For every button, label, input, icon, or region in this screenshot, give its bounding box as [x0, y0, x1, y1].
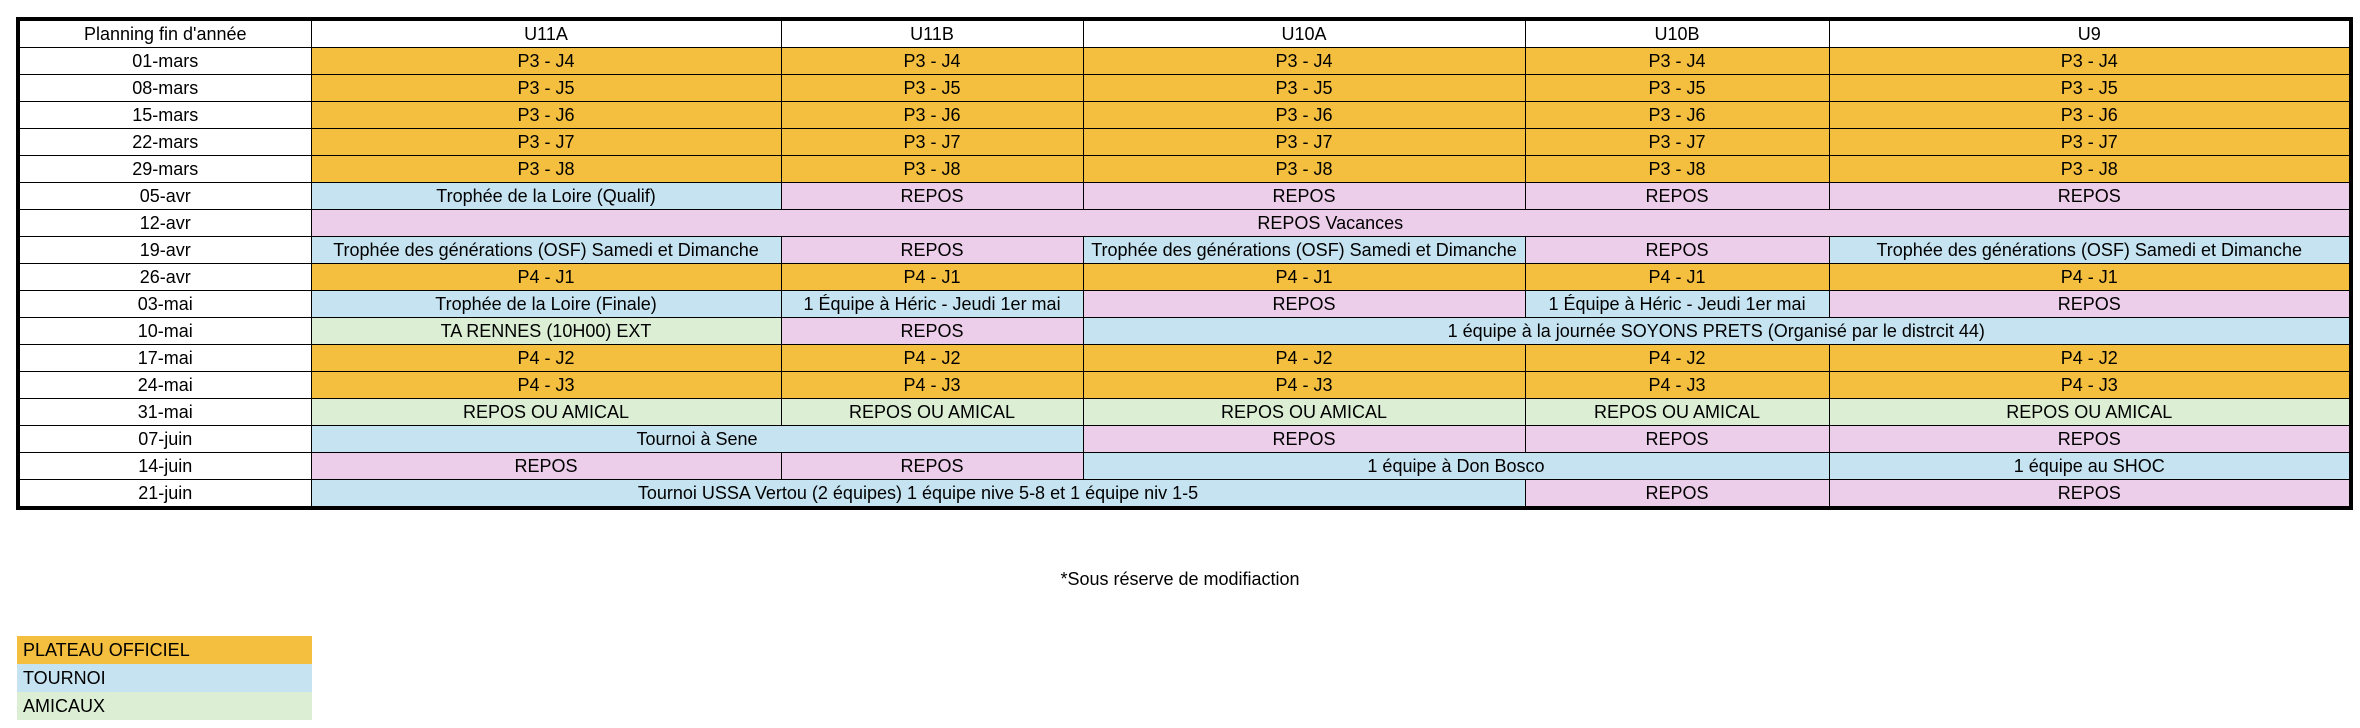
- schedule-cell: P4 - J2: [1083, 345, 1525, 372]
- schedule-cell: REPOS: [1829, 183, 2351, 210]
- table-row: [18, 345, 2351, 372]
- schedule-cell: REPOS: [311, 453, 781, 480]
- table-row: [18, 480, 2351, 509]
- schedule-cell: P3 - J6: [1829, 102, 2351, 129]
- schedule-cell: REPOS: [1525, 237, 1829, 264]
- schedule-cell: REPOS: [1525, 426, 1829, 453]
- schedule-cell: 1 équipe à la journée SOYONS PRETS (Organisé par le distrcit 44): [1083, 318, 2351, 345]
- date-cell: 24-mai: [18, 372, 311, 399]
- schedule-cell: REPOS: [781, 318, 1083, 345]
- schedule-cell: REPOS Vacances: [311, 210, 2351, 237]
- date-cell: 12-avr: [18, 210, 311, 237]
- table-row: [18, 75, 2351, 102]
- table-row: [18, 48, 2351, 75]
- schedule-cell: Trophée des générations (OSF) Samedi et Dimanche: [1083, 237, 1525, 264]
- table-row: [18, 291, 2351, 318]
- schedule-cell: 1 Équipe à Héric - Jeudi 1er mai: [1525, 291, 1829, 318]
- schedule-cell: Trophée des générations (OSF) Samedi et Dimanche: [311, 237, 781, 264]
- schedule-cell: P3 - J7: [1083, 129, 1525, 156]
- date-cell: 17-mai: [18, 345, 311, 372]
- schedule-cell: Trophée de la Loire (Qualif): [311, 183, 781, 210]
- date-cell: 05-avr: [18, 183, 311, 210]
- schedule-cell: P3 - J8: [311, 156, 781, 183]
- schedule-cell: P3 - J6: [1083, 102, 1525, 129]
- schedule-cell: REPOS: [781, 183, 1083, 210]
- schedule-cell: P3 - J7: [1525, 129, 1829, 156]
- table-row: [18, 156, 2351, 183]
- schedule-cell: REPOS OU AMICAL: [1829, 399, 2351, 426]
- schedule-cell: REPOS: [1829, 291, 2351, 318]
- schedule-cell: P4 - J1: [1525, 264, 1829, 291]
- schedule-cell: P3 - J7: [1829, 129, 2351, 156]
- schedule-cell: Trophée de la Loire (Finale): [311, 291, 781, 318]
- schedule-cell: P4 - J3: [311, 372, 781, 399]
- color-legend: [17, 636, 312, 720]
- date-cell: 26-avr: [18, 264, 311, 291]
- table-row: [18, 399, 2351, 426]
- schedule-cell: 1 équipe au SHOC: [1829, 453, 2351, 480]
- disclaimer-note: *Sous réserve de modifiaction: [1060, 569, 1300, 589]
- date-cell: 15-mars: [18, 102, 311, 129]
- table-row: [18, 129, 2351, 156]
- schedule-cell: Tournoi USSA Vertou (2 équipes) 1 équipe nive 5-8 et 1 équipe niv 1-5: [311, 480, 1525, 509]
- schedule-cell: REPOS: [1083, 291, 1525, 318]
- table-row: [18, 372, 2351, 399]
- date-cell: 03-mai: [18, 291, 311, 318]
- header-cell-u10b: U10B: [1525, 19, 1829, 48]
- schedule-cell: P3 - J6: [781, 102, 1083, 129]
- date-cell: 07-juin: [18, 426, 311, 453]
- schedule-cell: REPOS: [781, 237, 1083, 264]
- date-cell: 01-mars: [18, 48, 311, 75]
- schedule-cell: REPOS: [781, 453, 1083, 480]
- schedule-cell: P3 - J5: [781, 75, 1083, 102]
- schedule-cell: REPOS: [1083, 183, 1525, 210]
- schedule-cell: P3 - J8: [1083, 156, 1525, 183]
- schedule-cell: 1 équipe à Don Bosco: [1083, 453, 1829, 480]
- schedule-cell: P3 - J8: [781, 156, 1083, 183]
- schedule-cell: P3 - J7: [781, 129, 1083, 156]
- schedule-cell: TA RENNES (10H00) EXT: [311, 318, 781, 345]
- schedule-cell: P4 - J1: [311, 264, 781, 291]
- header-cell-u11b: U11B: [781, 19, 1083, 48]
- schedule-cell: P4 - J3: [1083, 372, 1525, 399]
- table-row: [18, 237, 2351, 264]
- table-row: [18, 318, 2351, 345]
- date-cell: 19-avr: [18, 237, 311, 264]
- schedule-cell: P3 - J6: [311, 102, 781, 129]
- schedule-cell: P4 - J3: [1829, 372, 2351, 399]
- date-cell: 31-mai: [18, 399, 311, 426]
- planning-table-body: [18, 19, 2351, 508]
- schedule-cell: P3 - J7: [311, 129, 781, 156]
- schedule-cell: REPOS OU AMICAL: [781, 399, 1083, 426]
- schedule-cell: 1 Équipe à Héric - Jeudi 1er mai: [781, 291, 1083, 318]
- schedule-cell: P4 - J1: [1083, 264, 1525, 291]
- header-cell-u11a: U11A: [311, 19, 781, 48]
- schedule-cell: P4 - J2: [1829, 345, 2351, 372]
- legend-item-plateau: PLATEAU OFFICIEL: [17, 636, 312, 664]
- header-cell-u10a: U10A: [1083, 19, 1525, 48]
- planning-table: [16, 17, 2353, 510]
- schedule-cell: REPOS OU AMICAL: [311, 399, 781, 426]
- schedule-cell: P3 - J5: [1829, 75, 2351, 102]
- legend-item-amicaux: AMICAUX: [17, 692, 312, 720]
- schedule-cell: P3 - J4: [1083, 48, 1525, 75]
- date-cell: 10-mai: [18, 318, 311, 345]
- schedule-cell: REPOS: [1525, 480, 1829, 509]
- schedule-cell: P3 - J5: [1525, 75, 1829, 102]
- schedule-cell: REPOS: [1525, 183, 1829, 210]
- schedule-cell: REPOS: [1083, 426, 1525, 453]
- schedule-cell: P3 - J4: [1525, 48, 1829, 75]
- table-row: [18, 453, 2351, 480]
- header-cell-title: Planning fin d'année: [18, 19, 311, 48]
- schedule-cell: P3 - J4: [781, 48, 1083, 75]
- schedule-cell: P4 - J2: [1525, 345, 1829, 372]
- schedule-cell: REPOS OU AMICAL: [1083, 399, 1525, 426]
- schedule-cell: P3 - J6: [1525, 102, 1829, 129]
- schedule-cell: Tournoi à Sene: [311, 426, 1083, 453]
- schedule-cell: REPOS OU AMICAL: [1525, 399, 1829, 426]
- schedule-cell: P3 - J5: [311, 75, 781, 102]
- date-cell: 22-mars: [18, 129, 311, 156]
- table-row: [18, 102, 2351, 129]
- schedule-cell: REPOS: [1829, 480, 2351, 509]
- table-row: [18, 264, 2351, 291]
- header-cell-u9: U9: [1829, 19, 2351, 48]
- schedule-cell: P4 - J2: [311, 345, 781, 372]
- date-cell: 08-mars: [18, 75, 311, 102]
- legend-item-tournoi: TOURNOI: [17, 664, 312, 692]
- schedule-cell: P3 - J5: [1083, 75, 1525, 102]
- table-row: [18, 183, 2351, 210]
- date-cell: 29-mars: [18, 156, 311, 183]
- schedule-cell: P3 - J8: [1525, 156, 1829, 183]
- schedule-cell: P4 - J1: [781, 264, 1083, 291]
- table-row: [18, 426, 2351, 453]
- schedule-cell: P4 - J2: [781, 345, 1083, 372]
- table-header-row: [18, 19, 2351, 48]
- date-cell: 14-juin: [18, 453, 311, 480]
- schedule-cell: P3 - J8: [1829, 156, 2351, 183]
- schedule-cell: P3 - J4: [311, 48, 781, 75]
- schedule-cell: P4 - J3: [1525, 372, 1829, 399]
- schedule-cell: P4 - J1: [1829, 264, 2351, 291]
- schedule-cell: P3 - J4: [1829, 48, 2351, 75]
- date-cell: 21-juin: [18, 480, 311, 509]
- schedule-cell: Trophée des générations (OSF) Samedi et Dimanche: [1829, 237, 2351, 264]
- schedule-cell: REPOS: [1829, 426, 2351, 453]
- schedule-cell: P4 - J3: [781, 372, 1083, 399]
- table-row: [18, 210, 2351, 237]
